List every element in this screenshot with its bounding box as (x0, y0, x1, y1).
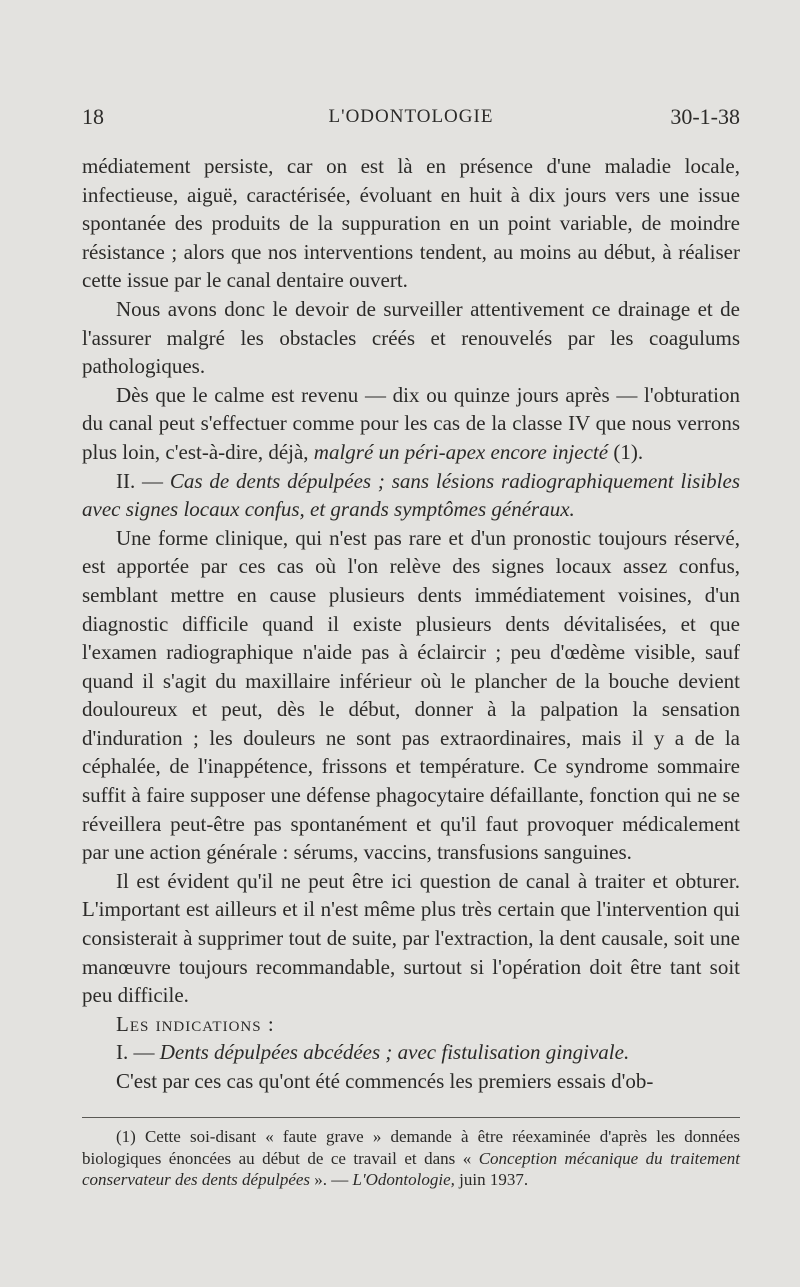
footnote-end: juin 1937. (459, 1170, 529, 1189)
paragraph-2: Nous avons donc le devoir de surveiller attentivement ce drainage et de l'assurer malgré les obstacles créés et renouvelés par les coagulums pathologiques. (82, 296, 740, 379)
journal-title: L'ODONTOLOGIE (328, 106, 494, 127)
paragraph-3-italic: malgré un péri-apex encore injecté (313, 439, 609, 464)
section-2-number: II. — (116, 468, 164, 493)
issue-date: 30-1-38 (670, 104, 740, 129)
footnote-text: (1) Cette soi-disant « faute grave » demande à être réexaminée d'après les données biologiques énoncées au début de ce travail et dans « (82, 1127, 740, 1168)
footnote-mid: ». — (314, 1170, 349, 1189)
footnote-source: L'Odontologie, (352, 1170, 455, 1189)
page-number: 18 (82, 104, 104, 129)
section-heading-1 (82, 1038, 740, 1067)
paragraph-3 (82, 381, 740, 467)
running-header (82, 104, 740, 134)
footnote-italic-title: Conception mécanique du traitement conservateur des dents dépulpées (82, 1148, 741, 1189)
indications-heading: Les indications : (116, 1011, 275, 1036)
paragraph-6: C'est par ces cas qu'ont été commencés les premiers essais d'ob- (116, 1069, 654, 1093)
footnote-ref: (1). (613, 439, 644, 464)
paragraph-3-text: Dès que le calme est revenu — dix ou quinze jours après — l'obturation du canal peut s'effectuer comme pour les cas de la classe IV que nous verrons plus loin, c'est-à-dire, déjà, (82, 382, 740, 464)
section-2-title: Cas de dents dépulpées ; sans lésions radiographiquement lisibles avec signes locaux confus, et grands symptômes généraux. (82, 468, 740, 522)
section-1-number: I. — (116, 1040, 155, 1065)
paragraph-4: Une forme clinique, qui n'est pas rare et d'un pronostic toujours réservé, est apportée par ces cas où l'on relève des signes locaux assez confus, semblant mettre en cause plusieurs dents immédiatement voisines, d'un diagnostic difficile quand il existe plusieurs dents dévitalisées, et que l'examen radiographique n'aide pas à éclaircir ; peu d'œdème visible, sauf quand il s'agit du maxillaire inférieur où le plancher de la bouche devient douloureux et peut, dès le début, donner à la palpation la sensation d'induration ; les douleurs ne sont pas extraordinaires, mais il y a de la céphalée, de l'inappétence, frissons et température. Ce syndrome sommaire suffit à faire supposer une défense phagocytaire défaillante, fonction qui ne se réveillera peut-être pas spontanément et qu'il faut provoquer médicalement par une action générale : sérums, vaccins, transfusions sanguines. (82, 525, 740, 865)
footnote (82, 1126, 740, 1191)
footnote-rule (82, 1117, 740, 1118)
footnote-paragraph (82, 1126, 740, 1191)
section-heading-2 (82, 467, 740, 524)
paragraph-1: médiatement persiste, car on est là en présence d'une maladie locale, infectieuse, aiguë, caractérisée, évoluant en huit à dix jours vers une issue spontanée des produits de la suppuration en un point variable, de moindre résistance ; alors que nos interventions tendent, au moins au début, à réaliser cette issue par le canal dentaire ouvert. (82, 154, 740, 293)
section-1-title: Dents dépulpées abcédées ; avec fistulisation gingivale. (159, 1040, 630, 1065)
body-text (82, 152, 740, 1096)
paragraph-5: Il est évident qu'il ne peut être ici question de canal à traiter et obturer. L'important est ailleurs et il n'est même plus très certain que l'intervention qui consisterait à supprimer tout de suite, par l'extraction, la dent causale, soit une manœuvre toujours recommandable, surtout si l'opération doit être tant soit peu difficile. (82, 868, 740, 1008)
